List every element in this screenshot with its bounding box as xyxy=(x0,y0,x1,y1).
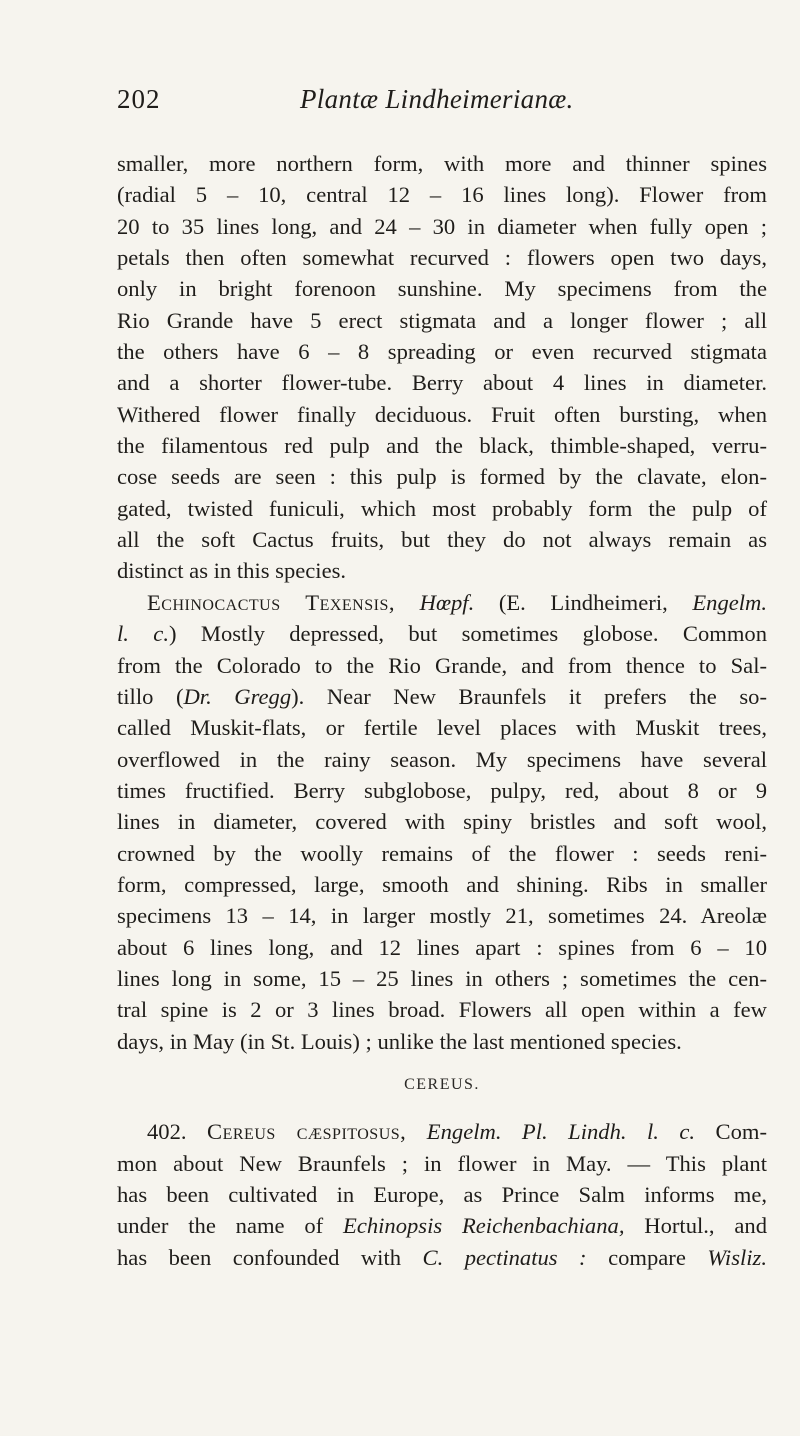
text-run: Hortul., and xyxy=(644,1213,767,1239)
text-line: the filamentous red pulp and the black, thimble-shaped, verru- xyxy=(117,433,767,459)
text-line xyxy=(117,1242,767,1273)
text-line: from the Colorado to the Rio Grande, and from thence to Sal- xyxy=(117,652,767,678)
text-line: smaller, more northern form, with more and thinner spines xyxy=(117,151,767,176)
text-run: ) Mostly depressed, but sometimes globose. Common xyxy=(168,621,767,647)
text-line: cose seeds are seen : this pulp is formed by the clavate, elon- xyxy=(117,464,767,490)
text-line: Withered flower finally deciduous. Fruit often bursting, when xyxy=(117,401,767,427)
text-line: petals then often somewhat recurved : flowers open two days, xyxy=(117,245,767,271)
text-line: called Muskit-flats, or fertile level places with Muskit trees, xyxy=(117,715,767,741)
text-run: compare xyxy=(608,1244,686,1270)
text-line: lines in diameter, covered with spiny bristles and soft wool, xyxy=(117,809,767,835)
text-line: tral spine is 2 or 3 lines broad. Flowers all open within a few xyxy=(117,997,767,1023)
text-line: only in bright forenoon sunshine. My specimens from the xyxy=(117,276,767,302)
authority: Engelm. Pl. Lindh. l. c. xyxy=(426,1119,696,1145)
text-line: mon about New Braunfels ; in flower in May. — This plant xyxy=(117,1150,767,1176)
text-line: specimens 13 – 14, in larger mostly 21, sometimes 24. Areolæ xyxy=(117,903,767,929)
species-name: Echinocactus Texensis, xyxy=(147,589,396,615)
text-line xyxy=(117,1116,767,1147)
text-line: 20 to 35 lines long, and 24 – 30 in diameter when fully open ; xyxy=(117,213,767,239)
text-line: lines long in some, 15 – 25 lines in others ; sometimes the cen- xyxy=(117,965,767,991)
text-run: under the name of xyxy=(117,1213,324,1239)
entry-number: 402. xyxy=(147,1119,187,1145)
citation: l. c. xyxy=(117,621,169,647)
text-line: times fructified. Berry subglobose, pulpy, red, about 8 or 9 xyxy=(117,777,767,803)
collector-name: Dr. Gregg xyxy=(183,683,292,709)
text-line: gated, twisted funiculi, which most probably form the pulp of xyxy=(117,495,767,521)
text-line: form, compressed, large, smooth and shining. Ribs in smaller xyxy=(117,871,767,897)
text-line xyxy=(117,681,767,712)
text-line xyxy=(117,618,767,649)
text-line xyxy=(117,1210,767,1241)
text-line: days, in May (in St. Louis) ; unlike the last mentioned species. xyxy=(117,1028,682,1054)
synonym: (E. Lindheimeri, xyxy=(498,589,668,615)
running-title: Plantæ Lindheimerianæ. xyxy=(300,84,574,114)
text-line: about 6 lines long, and 12 lines apart : spines from 6 – 10 xyxy=(117,934,767,960)
authority: Hœpf. xyxy=(419,589,475,615)
text-line: and a shorter flower-tube. Berry about 4 lines in diameter. xyxy=(117,370,767,396)
authority: Engelm. xyxy=(692,589,768,615)
text-run: ). Near New Braunfels it prefers the so- xyxy=(291,683,767,709)
author-name: Wisliz. xyxy=(707,1244,767,1270)
text-run: Com- xyxy=(715,1119,768,1145)
species-name: Echinopsis Reichenbachiana, xyxy=(343,1213,625,1239)
text-line: has been cultivated in Europe, as Prince Salm informs me, xyxy=(117,1182,767,1207)
text-line: (radial 5 – 10, central 12 – 16 lines long). Flower from xyxy=(117,182,767,208)
text-line xyxy=(117,587,767,618)
text-run: tillo ( xyxy=(117,683,184,709)
text-line: the others have 6 – 8 spreading or even recurved stigmata xyxy=(117,339,767,365)
text-line: Rio Grande have 5 erect stigmata and a longer flower ; all xyxy=(117,307,767,333)
species-name: C. pectinatus : xyxy=(422,1244,587,1270)
body-text xyxy=(117,148,767,1273)
section-heading: CEREUS. xyxy=(404,1075,480,1093)
text-line: distinct as in this species. xyxy=(117,558,347,584)
text-line: all the soft Cactus fruits, but they do not always remain as xyxy=(117,527,767,553)
page-number: 202 xyxy=(117,84,161,114)
text-line: crowned by the woolly remains of the flower : seeds reni- xyxy=(117,840,767,866)
page-header xyxy=(0,84,800,124)
text-line: overflowed in the rainy season. My specimens have several xyxy=(117,746,767,772)
species-name: Cereus cæspitosus, xyxy=(207,1119,407,1145)
text-run: has been confounded with xyxy=(117,1244,402,1270)
